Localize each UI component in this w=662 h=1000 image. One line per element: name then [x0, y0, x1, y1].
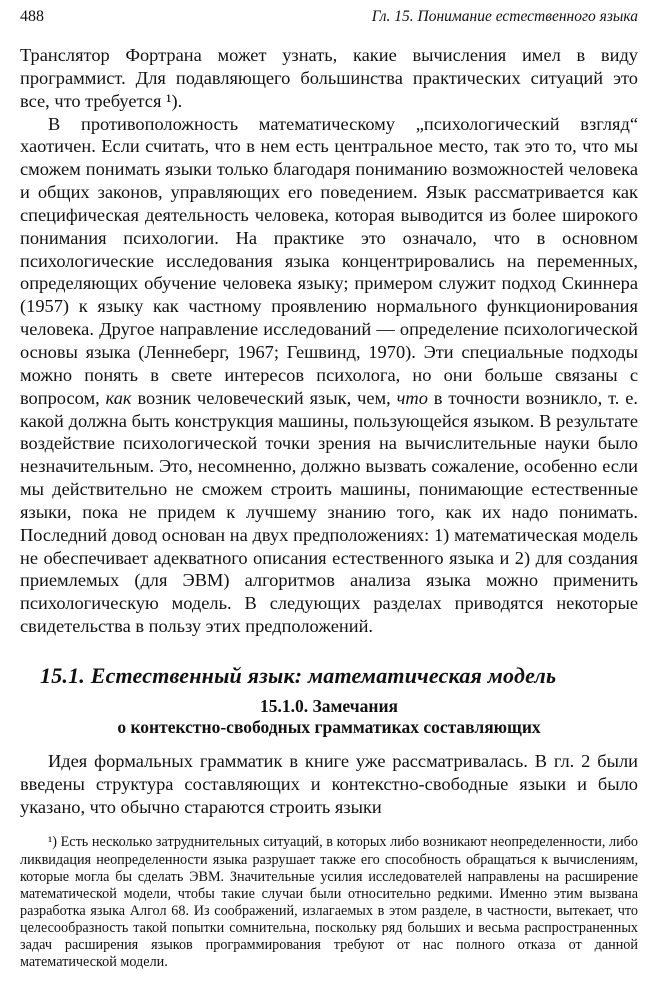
book-page — [20, 8, 638, 992]
paragraph-3: Идея формальных грамматик в книге уже рассматривалась. В гл. 2 были введены структура составляющих и контекстно-свободные языки и было указано, что обычно стараются строить языки — [20, 750, 638, 817]
main-text — [20, 44, 638, 638]
paragraph-2-part-a: В противоположность математическому „психологический взгляд“ хаотичен. Если считать, что в нем есть центральное место, так это то, что мы сможем понимать языки только благодаря пониманию возможностей человека и общих законов, управляющих его поведением. Язык рассматривается как специфическая деятельность человека, которая выводится из более широкого понимания психологии. На практике это означало, что в основном психологические исследования языка концентрировались на переменных, определяющих обучение человека языку; примером служит подход Скиннера (1957) к языку как частному проявлению нормального функционирования человека. Другое направление исследований — определение психологической основы языка (Леннеберг, 1967; Гешвинд, 1970). Эти специальные подходы можно понять в свете интересов психолога, но они больше связаны с вопросом, — [20, 113, 638, 408]
section-text — [20, 750, 638, 819]
emphasis-what: что — [396, 387, 428, 408]
footnote — [20, 834, 638, 971]
paragraph-1: Транслятор Фортрана может узнать, какие вычисления имел в виду программист. Для подавляющего большинства практических ситуаций это все, что требуется ¹). — [20, 45, 638, 111]
emphasis-how: как — [105, 387, 132, 408]
page-number: 488 — [20, 8, 44, 25]
paragraph-2-part-c: в точности возникло, т. е. какой должна быть конструкция машины, пользующейся языком. В результате воздействие психологической точки зрения на вычислительные науки было незначительным. Это, несомненно, должно вызвать сожаление, особенно если мы действительно не сможем строить машины, понимающие естественные языки, пока не придем к лучшему знанию того, как их надо понимать. Последний довод основан на двух предположениях: 1) математическая модель не обеспечивает адекватного описания естественного языка и 2) для создания приемлемых (для ЭВМ) алгоритмов анализа языка можно применить психологическую модель. В следующих разделах приводятся некоторые свидетельства в пользу этих предположений. — [20, 387, 638, 637]
paragraph-2-part-b: возник человеческий язык, чем, — [131, 387, 397, 408]
subsection-heading-line-2: о контекстно-свободных грамматиках составляющих — [117, 716, 541, 737]
subsection-heading-line-1: 15.1.0. Замечания — [260, 695, 398, 716]
running-header — [20, 8, 638, 34]
footnote-marker: ¹) — [48, 834, 57, 851]
footnote-text: Есть несколько затруднительных ситуаций, в которых либо возникают неопределенности, либо ликвидация неопределенности языка разрушает также его способность обращаться к вычислениям, которые могла бы сделать ЭВМ. Значительные усилия исследователей направлены на расширение математической модели, чтобы такие случаи были относительно редкими. Именно этим вызвана разработка языка Алгол 68. Из соображений, излагаемых в этом разделе, в частности, вытекает, что целесообразность такой попытки сомнительна, поскольку ряд больших и весьма распространенных задач расширения языков программирования требуют от нас полного отказа от данной математической модели. — [20, 834, 638, 971]
section-heading: 15.1. Естественный язык: математическая модель — [40, 662, 557, 688]
chapter-title: Гл. 15. Понимание естественного языка — [371, 8, 638, 25]
paragraph-2 — [20, 113, 638, 638]
subsection-heading — [20, 696, 638, 738]
